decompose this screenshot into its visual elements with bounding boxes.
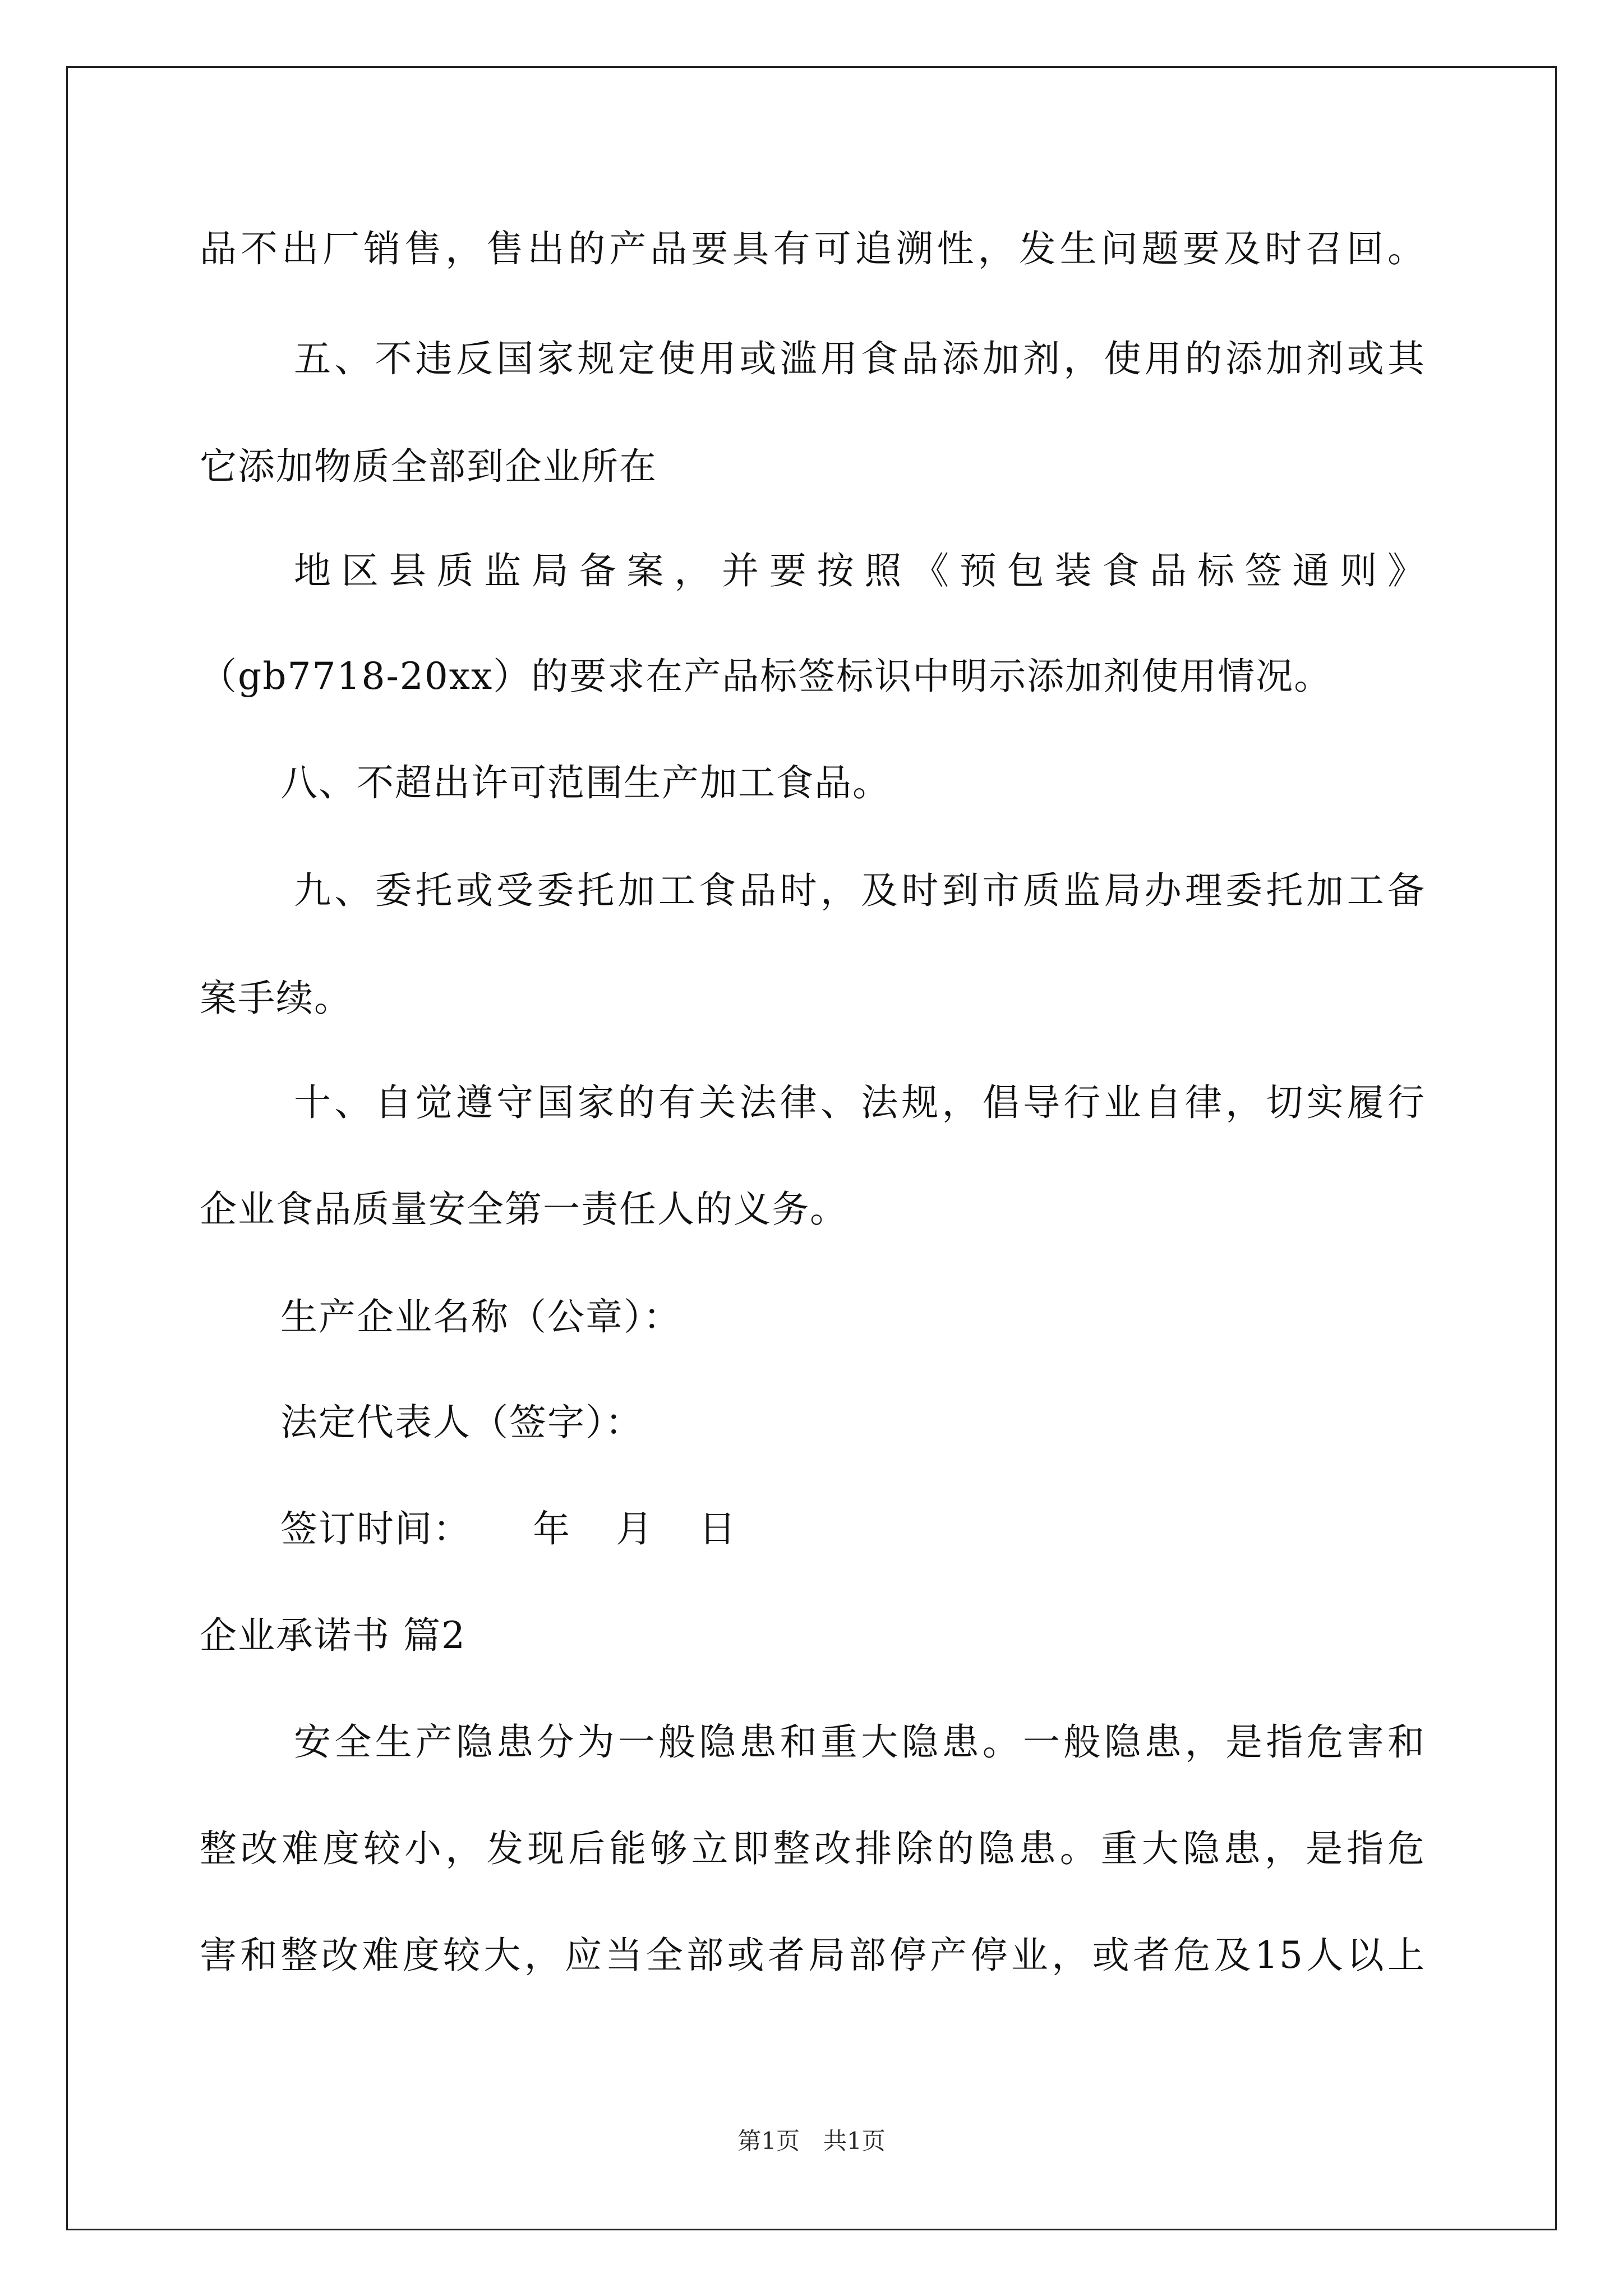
- paragraph-line: 安全生产隐患分为一般隐患和重大隐患。一般隐患，是指危害和: [294, 1720, 1426, 1764]
- year-label: 年: [533, 1507, 571, 1550]
- paragraph-line: 案手续。: [200, 977, 352, 1020]
- signing-date-label: 签订时间：: [280, 1507, 471, 1550]
- paragraph-line: 十、自觉遵守国家的有关法律、法规，倡导行业自律，切实履行: [294, 1081, 1426, 1124]
- company-name-label: 生产企业名称（公章）：: [280, 1295, 681, 1338]
- legal-representative-label: 法定代表人（签字）：: [280, 1401, 643, 1444]
- paragraph-line: 品不出厂销售，售出的产品要具有可追溯性，发生问题要及时召回。: [200, 227, 1426, 270]
- month-label: 月: [616, 1507, 654, 1550]
- paragraph-line: 整改难度较小，发现后能够立即整改排除的隐患。重大隐患，是指危: [200, 1827, 1426, 1870]
- paragraph-line: 它添加物质全部到企业所在: [200, 445, 657, 488]
- paragraph-line: 地区县质监局备案，并要按照《预包装食品标签通则》: [294, 549, 1426, 592]
- paragraph-line: 害和整改难度较大，应当全部或者局部停产停业，或者危及15人以上: [200, 1934, 1426, 1977]
- signing-date-line: [280, 1507, 737, 1552]
- paragraph-line: 企业食品质量安全第一责任人的义务。: [200, 1188, 848, 1231]
- day-label: 日: [699, 1507, 737, 1550]
- paragraph-line: 九、委托或受委托加工食品时，及时到市质监局办理委托加工备: [294, 869, 1426, 912]
- section-heading: 企业承诺书 篇2: [200, 1614, 466, 1657]
- page-number-footer: 第1页 共1页: [737, 2127, 886, 2155]
- page-border: [66, 66, 1557, 2230]
- paragraph-line: 五、不违反国家规定使用或滥用食品添加剂，使用的添加剂或其: [294, 337, 1426, 380]
- paragraph-line: （gb7718-20xx）的要求在产品标签标识中明示添加剂使用情况。: [200, 655, 1332, 698]
- paragraph-line: 八、不超出许可范围生产加工食品。: [280, 761, 891, 804]
